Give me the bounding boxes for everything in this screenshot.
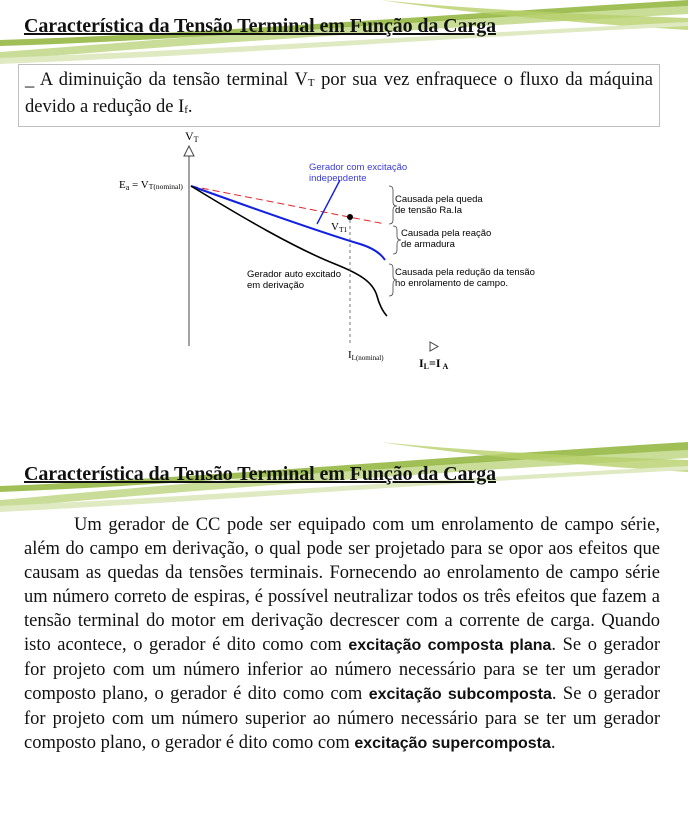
flat-compound-term: excitação composta plana bbox=[348, 637, 552, 654]
slide-gap bbox=[0, 388, 688, 440]
drop-reaction-label-2: de armadura bbox=[401, 239, 455, 250]
independent-label-2: independente bbox=[309, 173, 367, 184]
undercompound-term: excitação subcomposta bbox=[368, 686, 552, 703]
brace-armature-reaction bbox=[393, 226, 401, 254]
vt1-label: VT1 bbox=[331, 221, 348, 234]
compound-generator-paragraph: Um gerador de CC pode ser equipado com um enrolamento de campo série, além do campo em derivação, o qual pode ser projetado para se opor aos efeitos que causam as quedas da tensões terminais. Fornecendo ao enrolamento de campo série um número correto de espiras, é possível neutralizar todos os três efeitos que fazem a tensão terminal do motor em derivação decrescer com a corrente de carga. Quando isto acontece, o gerador é dito como com excitação composta plana. Se o gerador for projeto com um número inferior ao número necessário para se ter um gerador composto plano, o gerador é dito como com excitação subcomposta. Se o gerador for projeto com um número superior ao número necessário para se ter um gerador composto plano, o gerador é dito como com excitação supercomposta. bbox=[24, 515, 661, 753]
slide-2 bbox=[0, 440, 688, 833]
independent-pointer bbox=[317, 180, 340, 224]
intro-paragraph-box bbox=[18, 64, 660, 127]
il-nominal-label: IL(nominal) bbox=[348, 349, 384, 362]
drop-reaction-label-1: Causada pela reação bbox=[401, 228, 492, 239]
vt1-point bbox=[347, 214, 353, 220]
drop-field-label-2: no enrolamento de campo. bbox=[395, 278, 509, 289]
independent-label-1: Gerador com excitação bbox=[309, 162, 408, 173]
terminal-voltage-diagram bbox=[105, 124, 545, 379]
ea-nominal-label: Ea = VT(nominal) bbox=[119, 179, 183, 192]
y-axis-label: VT bbox=[185, 129, 199, 144]
drop-ra-label-2: de tensão Ra.Ia bbox=[395, 205, 463, 216]
drop-ra-label-1: Causada pela queda bbox=[395, 194, 483, 205]
intro-paragraph: _ A diminuição da tensão terminal $V_T$ por sua vez enfraquece o fluxo da máquina devido a redução de $I_f$. bbox=[25, 70, 653, 117]
y-axis-arrow-icon bbox=[184, 146, 194, 156]
overcompound-term: excitação supercomposta bbox=[354, 735, 551, 752]
drop-field-label-1: Causada pela redução da tensão bbox=[395, 267, 535, 278]
separately-excited-curve bbox=[191, 186, 385, 260]
slide-2-title: Característica da Tensão Terminal em Função da Carga bbox=[24, 463, 497, 485]
x-axis-label: IL=I A bbox=[419, 356, 449, 371]
independent-excitation-curve bbox=[191, 186, 385, 224]
slide-1 bbox=[0, 0, 688, 388]
self-excited-label-2: em derivação bbox=[247, 280, 305, 291]
x-axis-arrow-icon bbox=[430, 342, 438, 351]
slide-1-title: Característica da Tensão Terminal em Função da Carga bbox=[24, 15, 497, 37]
self-excited-label-1: Gerador auto excitado bbox=[247, 269, 342, 280]
